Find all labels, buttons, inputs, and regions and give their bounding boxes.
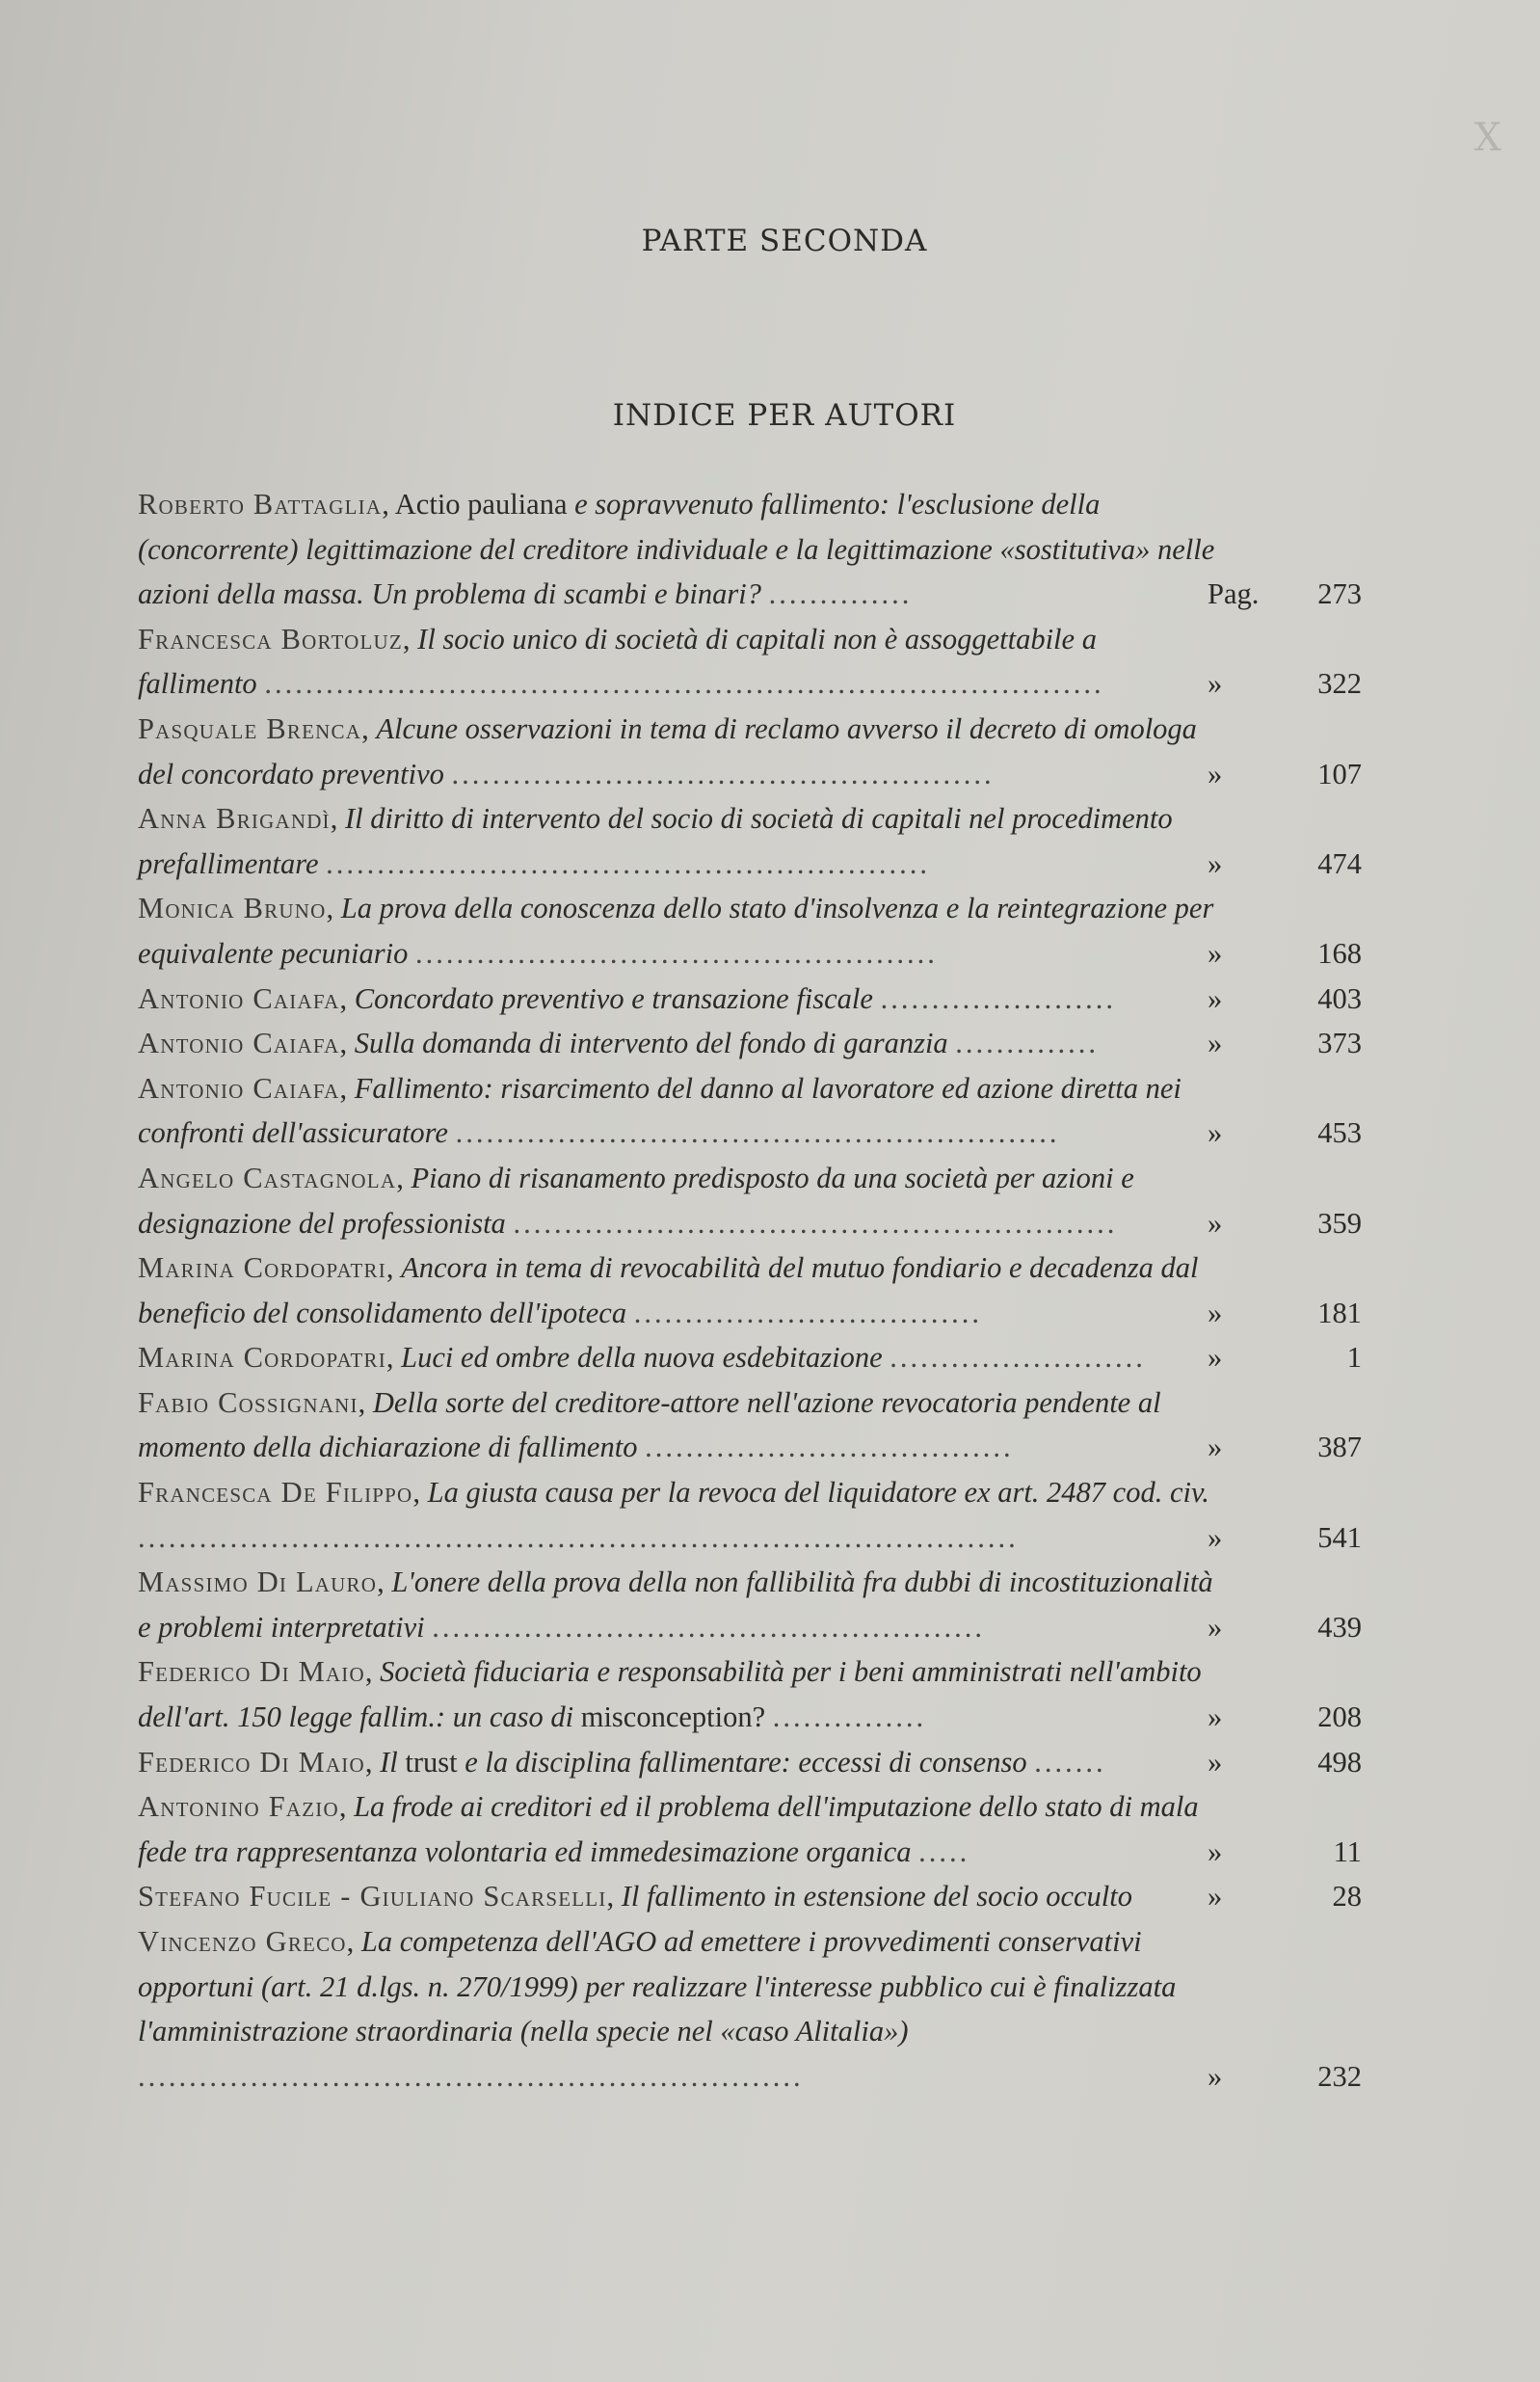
entry-author: Francesca Bortoluz bbox=[138, 622, 403, 656]
page-number: 453 bbox=[1317, 1116, 1362, 1150]
page-number: 541 bbox=[1317, 1520, 1362, 1554]
entry-author: Marina Cordopatri bbox=[138, 1251, 386, 1285]
author-index-list bbox=[138, 482, 1362, 2099]
ditto-mark: » bbox=[1208, 757, 1223, 790]
ditto-mark: » bbox=[1208, 846, 1223, 880]
index-entry: Federico Di Maio, Il trust e la disciplina fallimentare: eccessi di consenso ....... » 498 bbox=[138, 1740, 1362, 1785]
index-entry: Antonio Caiafa, Concordato preventivo e transazione fiscale ....................... » 403 bbox=[138, 977, 1362, 1022]
entry-author: Federico Di Maio bbox=[138, 1655, 365, 1689]
page-number: 181 bbox=[1317, 1296, 1362, 1329]
page-number: 474 bbox=[1317, 846, 1362, 880]
page-number: 359 bbox=[1317, 1206, 1362, 1240]
entry-title: La frode ai creditori ed il problema dell'imputazione dello stato di mala fede tra rappresentanza volontaria ed immedesimazione organica bbox=[138, 1790, 1199, 1868]
entry-author: Monica Bruno bbox=[138, 892, 327, 925]
page-number: 498 bbox=[1317, 1745, 1362, 1779]
entry-title: Ancora in tema di revocabilità del mutuo fondiario e decadenza dal beneficio del consolidamento dell'ipoteca bbox=[138, 1251, 1199, 1329]
ditto-mark: » bbox=[1208, 1027, 1223, 1060]
entry-title: La giusta causa per la revoca del liquidatore ex art. 2487 cod. civ. bbox=[427, 1476, 1209, 1510]
entry-title: La prova della conoscenza dello stato d'insolvenza e la reintegrazione per equivalente pecuniario bbox=[138, 892, 1214, 970]
entry-title-roman: trust bbox=[405, 1745, 458, 1779]
index-entry: Marina Cordopatri, Luci ed ombre della nuova esdebitazione ......................... » 1 bbox=[138, 1335, 1362, 1380]
page-number: 107 bbox=[1317, 757, 1362, 790]
index-entry: Monica Bruno, La prova della conoscenza dello stato d'insolvenza e la reintegrazione per equivalente pecuniario ................................................... » 168 bbox=[138, 886, 1362, 976]
entry-title-roman: misconception? bbox=[580, 1700, 766, 1734]
entry-title: Società fiduciaria e responsabilità per i beni amministrati nell'ambito dell'art. 150 legge fallim.: un caso di bbox=[138, 1655, 1202, 1734]
entry-title: e sopravvenuto fallimento: l'esclusione della (concorrente) legittimazione del creditore individuale e la legittimazione «sostitutiva» nelle azioni della massa. Un problema di scambi e binari? bbox=[138, 488, 1215, 611]
page-number: 1 bbox=[1346, 1341, 1362, 1375]
page-number: 322 bbox=[1317, 667, 1362, 701]
page-number: 387 bbox=[1317, 1431, 1362, 1464]
entry-author: Fabio Cossignani bbox=[138, 1385, 358, 1419]
ditto-mark: » bbox=[1208, 1296, 1223, 1329]
page-number: 208 bbox=[1317, 1700, 1362, 1734]
ditto-mark: » bbox=[1208, 1341, 1223, 1375]
entry-author: Stefano Fucile - Giuliano Scarselli bbox=[138, 1880, 607, 1914]
entry-title-rest: e la disciplina fallimentare: eccessi di consenso bbox=[465, 1745, 1027, 1779]
part-title: PARTE SECONDA bbox=[641, 224, 928, 258]
ditto-mark: » bbox=[1208, 1834, 1223, 1868]
index-entry: Fabio Cossignani, Della sorte del creditore-attore nell'azione revocatoria pendente al momento della dichiarazione di fallimento .................................... » 387 bbox=[138, 1380, 1362, 1470]
entry-author: Antonino Fazio bbox=[138, 1790, 339, 1824]
entry-title: Concordato preventivo e transazione fiscale bbox=[354, 981, 873, 1015]
ditto-mark: » bbox=[1208, 1431, 1223, 1464]
index-entry: Anna Brigandì, Il diritto di intervento del socio di società di capitali nel procedimento prefallimentare ........................................................... » 474 bbox=[138, 796, 1362, 886]
ditto-mark: » bbox=[1208, 1520, 1223, 1554]
ditto-mark: » bbox=[1208, 1700, 1223, 1734]
entry-title: Il socio unico di società di capitali non è assoggettabile a fallimento bbox=[138, 622, 1097, 701]
ditto-mark: » bbox=[1208, 1610, 1223, 1644]
page-number: 28 bbox=[1332, 1880, 1362, 1914]
index-entry: Antonino Fazio, La frode ai creditori ed il problema dell'imputazione dello stato di mala fede tra rappresentanza volontaria ed immedesimazione organica ..... » 11 bbox=[138, 1784, 1362, 1874]
index-entry: Vincenzo Greco, La competenza dell'AGO ad emettere i provvedimenti conservativi opportuni (art. 21 d.lgs. n. 270/1999) per realizzare l'interesse pubblico cui è finalizzata l'amministrazione straordinaria (nella specie nel «caso Alitalia») ................................................................. » 232 bbox=[138, 1919, 1362, 2099]
index-entry: Francesca De Filippo, La giusta causa per la revoca del liquidatore ex art. 2487 cod. civ. ...................................................................................... » 541 bbox=[138, 1470, 1362, 1560]
entry-title: Della sorte del creditore-attore nell'azione revocatoria pendente al momento della dichiarazione di fallimento bbox=[138, 1385, 1161, 1464]
page-label: Pag. bbox=[1208, 577, 1260, 611]
bleed-through-mark: X bbox=[1474, 116, 1501, 160]
index-entry: Antonio Caiafa, Fallimento: risarcimento del danno al lavoratore ed azione diretta nei confronti dell'assicuratore ........................................................... » 453 bbox=[138, 1066, 1362, 1156]
entry-title: Sulla domanda di intervento del fondo di garanzia bbox=[354, 1027, 948, 1060]
page-number: 273 bbox=[1317, 577, 1362, 611]
page-number: 403 bbox=[1317, 981, 1362, 1015]
entry-title: Il bbox=[380, 1745, 398, 1779]
entry-title-roman: Actio pauliana bbox=[394, 488, 568, 521]
ditto-mark: » bbox=[1208, 1745, 1223, 1779]
entry-title: L'onere della prova della non fallibilità fra dubbi di incostituzionalità e problemi interpretativi bbox=[138, 1566, 1213, 1644]
entry-author: Antonio Caiafa bbox=[138, 1027, 340, 1060]
entry-author: Federico Di Maio bbox=[138, 1745, 365, 1779]
entry-author: Roberto Battaglia bbox=[138, 488, 383, 521]
entry-title: Il fallimento in estensione del socio occulto bbox=[621, 1880, 1132, 1914]
entry-author: Francesca De Filippo bbox=[138, 1476, 413, 1510]
entry-title: Luci ed ombre della nuova esdebitazione bbox=[401, 1341, 883, 1375]
index-title: INDICE PER AUTORI bbox=[612, 398, 957, 433]
index-entry: Massimo Di Lauro, L'onere della prova della non fallibilità fra dubbi di incostituzionalità e problemi interpretativi ...................................................... » 439 bbox=[138, 1560, 1362, 1649]
ditto-mark: » bbox=[1208, 981, 1223, 1015]
ditto-mark: » bbox=[1208, 2059, 1223, 2093]
entry-author: Antonio Caiafa bbox=[138, 1071, 340, 1105]
entry-author: Anna Brigandì bbox=[138, 802, 331, 836]
index-entry: Antonio Caiafa, Sulla domanda di intervento del fondo di garanzia .............. » 373 bbox=[138, 1021, 1362, 1066]
entry-author: Antonio Caiafa bbox=[138, 981, 340, 1015]
page-number: 373 bbox=[1317, 1027, 1362, 1060]
entry-author: Pasquale Brenca bbox=[138, 711, 362, 745]
ditto-mark: » bbox=[1208, 1206, 1223, 1240]
page-number: 439 bbox=[1317, 1610, 1362, 1644]
entry-author: Angelo Castagnola bbox=[138, 1161, 397, 1194]
page-number: 232 bbox=[1317, 2059, 1362, 2093]
ditto-mark: » bbox=[1208, 667, 1223, 701]
entry-title: Fallimento: risarcimento del danno al lavoratore ed azione diretta nei confronti dell'assicuratore bbox=[138, 1071, 1182, 1150]
entry-title: Alcune osservazioni in tema di reclamo avverso il decreto di omologa del concordato preventivo bbox=[138, 711, 1197, 790]
index-entry: Pasquale Brenca, Alcune osservazioni in tema di reclamo avverso il decreto di omologa del concordato preventivo ..................................................... » 107 bbox=[138, 707, 1362, 796]
entry-title: La competenza dell'AGO ad emettere i provvedimenti conservativi opportuni (art. 21 d.lgs. n. 270/1999) per realizzare l'interesse pubblico cui è finalizzata l'amministrazione straordinaria (nella specie nel «caso Alitalia») bbox=[138, 1925, 1177, 2048]
index-entry: Marina Cordopatri, Ancora in tema di revocabilità del mutuo fondiario e decadenza dal beneficio del consolidamento dell'ipoteca .................................. » 181 bbox=[138, 1245, 1362, 1335]
ditto-mark: » bbox=[1208, 936, 1223, 970]
page-number: 168 bbox=[1317, 936, 1362, 970]
index-entry: Roberto Battaglia, Actio pauliana e sopravvenuto fallimento: l'esclusione della (concorrente) legittimazione del creditore individuale e la legittimazione «sostitutiva» nelle azioni della massa. Un problema di scambi e binari? .............. Pag. 273 bbox=[138, 482, 1362, 617]
index-entry: Angelo Castagnola, Piano di risanamento predisposto da una società per azioni e designazione del professionista ........................................................... » 359 bbox=[138, 1156, 1362, 1245]
entry-author: Marina Cordopatri bbox=[138, 1341, 386, 1375]
entry-title: Il diritto di intervento del socio di società di capitali nel procedimento prefallimentare bbox=[138, 802, 1173, 880]
entry-author: Vincenzo Greco bbox=[138, 1925, 347, 1958]
index-entry: Stefano Fucile - Giuliano Scarselli, Il fallimento in estensione del socio occulto » 28 bbox=[138, 1874, 1362, 1919]
entry-title: Piano di risanamento predisposto da una società per azioni e designazione del professionista bbox=[138, 1161, 1134, 1240]
index-entry: Francesca Bortoluz, Il socio unico di società di capitali non è assoggettabile a fallimento .................................................................................. » 322 bbox=[138, 617, 1362, 707]
index-entry: Federico Di Maio, Società fiduciaria e responsabilità per i beni amministrati nell'ambito dell'art. 150 legge fallim.: un caso di misconception? ............... » 208 bbox=[138, 1649, 1362, 1739]
ditto-mark: » bbox=[1208, 1116, 1223, 1150]
ditto-mark: » bbox=[1208, 1880, 1223, 1914]
entry-author: Massimo Di Lauro bbox=[138, 1566, 378, 1599]
page-number: 11 bbox=[1333, 1834, 1362, 1868]
